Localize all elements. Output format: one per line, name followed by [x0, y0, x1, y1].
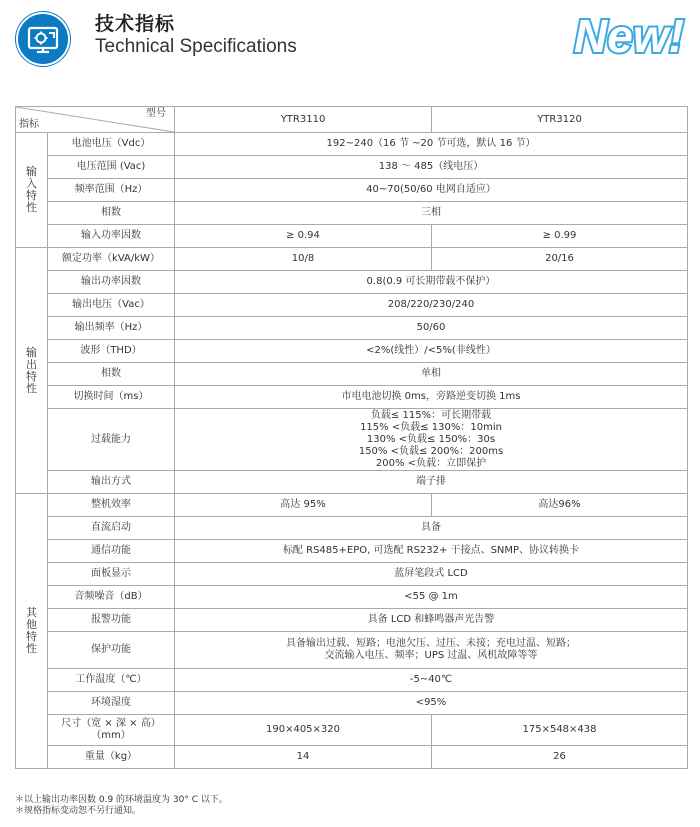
spec-value-line: 具备输出过载、短路；电池欠压、过压、未接；充电过温、短路； [286, 638, 576, 649]
group-label-char: 他 [26, 618, 37, 631]
table-row [16, 409, 688, 471]
spec-label: 电压范围 (Vac) [48, 156, 175, 179]
group-label [16, 494, 48, 769]
group-label-char: 输 [26, 345, 37, 359]
gear-monitor-icon [15, 11, 71, 67]
spec-value: 50/60 [175, 317, 688, 340]
table-row [16, 386, 688, 409]
table-row [16, 494, 688, 517]
spec-label: 输入功率因数 [48, 225, 175, 248]
group-label-char: 其 [26, 606, 37, 619]
spec-value: 175×548×438 [432, 715, 688, 746]
page-title-en: Technical Specifications [95, 36, 297, 57]
group-label-char: 性 [26, 201, 37, 214]
footnotes [15, 795, 228, 817]
spec-label: 输出方式 [48, 471, 175, 494]
group-label-char: 特 [26, 369, 37, 383]
table-header-row [16, 107, 688, 133]
group-label-char: 性 [26, 381, 37, 395]
footnote: ＊以上输出功率因数 0.9 的环境温度为 30° C 以下。 [15, 795, 228, 805]
spec-value: 0.8(0.9 可长期带载不保护） [175, 271, 688, 294]
spec-value: 10/8 [175, 248, 432, 271]
spec-value-line: 115% <负载≤ 130%：10min [360, 421, 502, 433]
spec-value: <95% [175, 692, 688, 715]
spec-value-multiline [175, 632, 688, 669]
table-row [16, 294, 688, 317]
table-corner-cell [16, 107, 175, 133]
spec-value: 26 [432, 746, 688, 769]
spec-label: 直流启动 [48, 517, 175, 540]
model-header: YTR3120 [432, 107, 688, 133]
table-row [16, 271, 688, 294]
spec-label: 相数 [48, 202, 175, 225]
spec-value: <2%(线性）/<5%(非线性） [175, 340, 688, 363]
spec-label: 额定功率（kVA/kW） [48, 248, 175, 271]
table-row [16, 471, 688, 494]
spec-value: 14 [175, 746, 432, 769]
group-label [16, 133, 48, 248]
spec-value: 市电电池切换 0ms，旁路逆变切换 1ms [175, 386, 688, 409]
table-row [16, 225, 688, 248]
spec-label: 整机效率 [48, 494, 175, 517]
model-header: YTR3110 [175, 107, 432, 133]
spec-value-line: 负载≤ 115%：可长期带载 [370, 409, 492, 421]
spec-label: 面板显示 [48, 563, 175, 586]
table-row [16, 609, 688, 632]
table-row [16, 202, 688, 225]
spec-value: -5~40℃ [175, 669, 688, 692]
spec-value: 标配 RS485+EPO, 可选配 RS232+ 干接点、SNMP、协议转换卡 [175, 540, 688, 563]
table-row [16, 715, 688, 746]
spec-value: ≥ 0.99 [432, 225, 688, 248]
spec-label: 环境湿度 [48, 692, 175, 715]
spec-value: 40~70(50/60 电网自适应） [175, 179, 688, 202]
spec-label: 输出电压（Vac） [48, 294, 175, 317]
table-row [16, 563, 688, 586]
spec-value: 单相 [175, 363, 688, 386]
new-badge-text: New! [574, 10, 684, 62]
table-row [16, 179, 688, 202]
table-row [16, 340, 688, 363]
table-row [16, 586, 688, 609]
table-row [16, 746, 688, 769]
spec-value: 高达96% [432, 494, 688, 517]
spec-label-line: （mm） [91, 730, 131, 741]
spec-label: 报警功能 [48, 609, 175, 632]
corner-label-model: 型号 [146, 108, 166, 119]
spec-value-multiline [175, 409, 688, 471]
spec-value-line: 150% <负载≤ 200%：200ms [358, 445, 504, 457]
table-row [16, 248, 688, 271]
spec-label: 相数 [48, 363, 175, 386]
group-label [16, 248, 48, 494]
group-label-char: 性 [26, 642, 37, 655]
table-row [16, 363, 688, 386]
spec-value: 高达 95% [175, 494, 432, 517]
group-label-char: 特 [26, 189, 37, 202]
spec-label [48, 715, 175, 746]
spec-value: 具备 [175, 517, 688, 540]
spec-label: 工作温度（℃） [48, 669, 175, 692]
spec-label: 音频噪音（dB） [48, 586, 175, 609]
table-row [16, 517, 688, 540]
page-title-zh: 技术指标 [95, 13, 176, 35]
table-row [16, 669, 688, 692]
footnote: ＊规格指标变动恕不另行通知。 [15, 806, 142, 816]
spec-value: 138 ～ 485（线电压） [175, 156, 688, 179]
group-label-char: 特 [26, 630, 37, 643]
spec-value: <55 @ 1m [175, 586, 688, 609]
spec-table [15, 106, 688, 769]
spec-label: 重量（kg） [48, 746, 175, 769]
new-badge [570, 4, 688, 64]
spec-label: 过载能力 [48, 409, 175, 471]
spec-value: 208/220/230/240 [175, 294, 688, 317]
spec-value: 具备 LCD 和蜂鸣器声光告警 [175, 609, 688, 632]
corner-label-spec: 指标 [19, 119, 39, 130]
group-label-char: 出 [26, 357, 37, 371]
spec-value: ≥ 0.94 [175, 225, 432, 248]
table-row [16, 692, 688, 715]
table-row [16, 632, 688, 669]
spec-label: 波形（THD） [48, 340, 175, 363]
spec-label: 电池电压（Vdc） [48, 133, 175, 156]
spec-label: 输出功率因数 [48, 271, 175, 294]
spec-value: 20/16 [432, 248, 688, 271]
spec-label: 保护功能 [48, 632, 175, 669]
spec-label-line: 尺寸（宽 × 深 × 高） [61, 718, 161, 729]
spec-value: 蓝屏笔段式 LCD [175, 563, 688, 586]
spec-label: 通信功能 [48, 540, 175, 563]
spec-label: 频率范围（Hz） [48, 179, 175, 202]
spec-value: 190×405×320 [175, 715, 432, 746]
table-row [16, 317, 688, 340]
spec-value: 192~240（16 节 ~20 节可选，默认 16 节） [175, 133, 688, 156]
spec-label: 切换时间（ms） [48, 386, 175, 409]
group-label-char: 入 [26, 177, 37, 190]
spec-value: 端子排 [175, 471, 688, 494]
spec-value-line: 200% <负载：立即保护 [375, 457, 487, 469]
table-row [16, 540, 688, 563]
table-row [16, 156, 688, 179]
table-row [16, 133, 688, 156]
spec-value-line: 130% <负载≤ 150%：30s [366, 433, 496, 445]
spec-label: 输出频率（Hz） [48, 317, 175, 340]
spec-value: 三相 [175, 202, 688, 225]
group-label-char: 输 [26, 165, 37, 178]
spec-value-line: 交流输入电压、频率；UPS 过温、风机故障等等 [324, 650, 538, 661]
